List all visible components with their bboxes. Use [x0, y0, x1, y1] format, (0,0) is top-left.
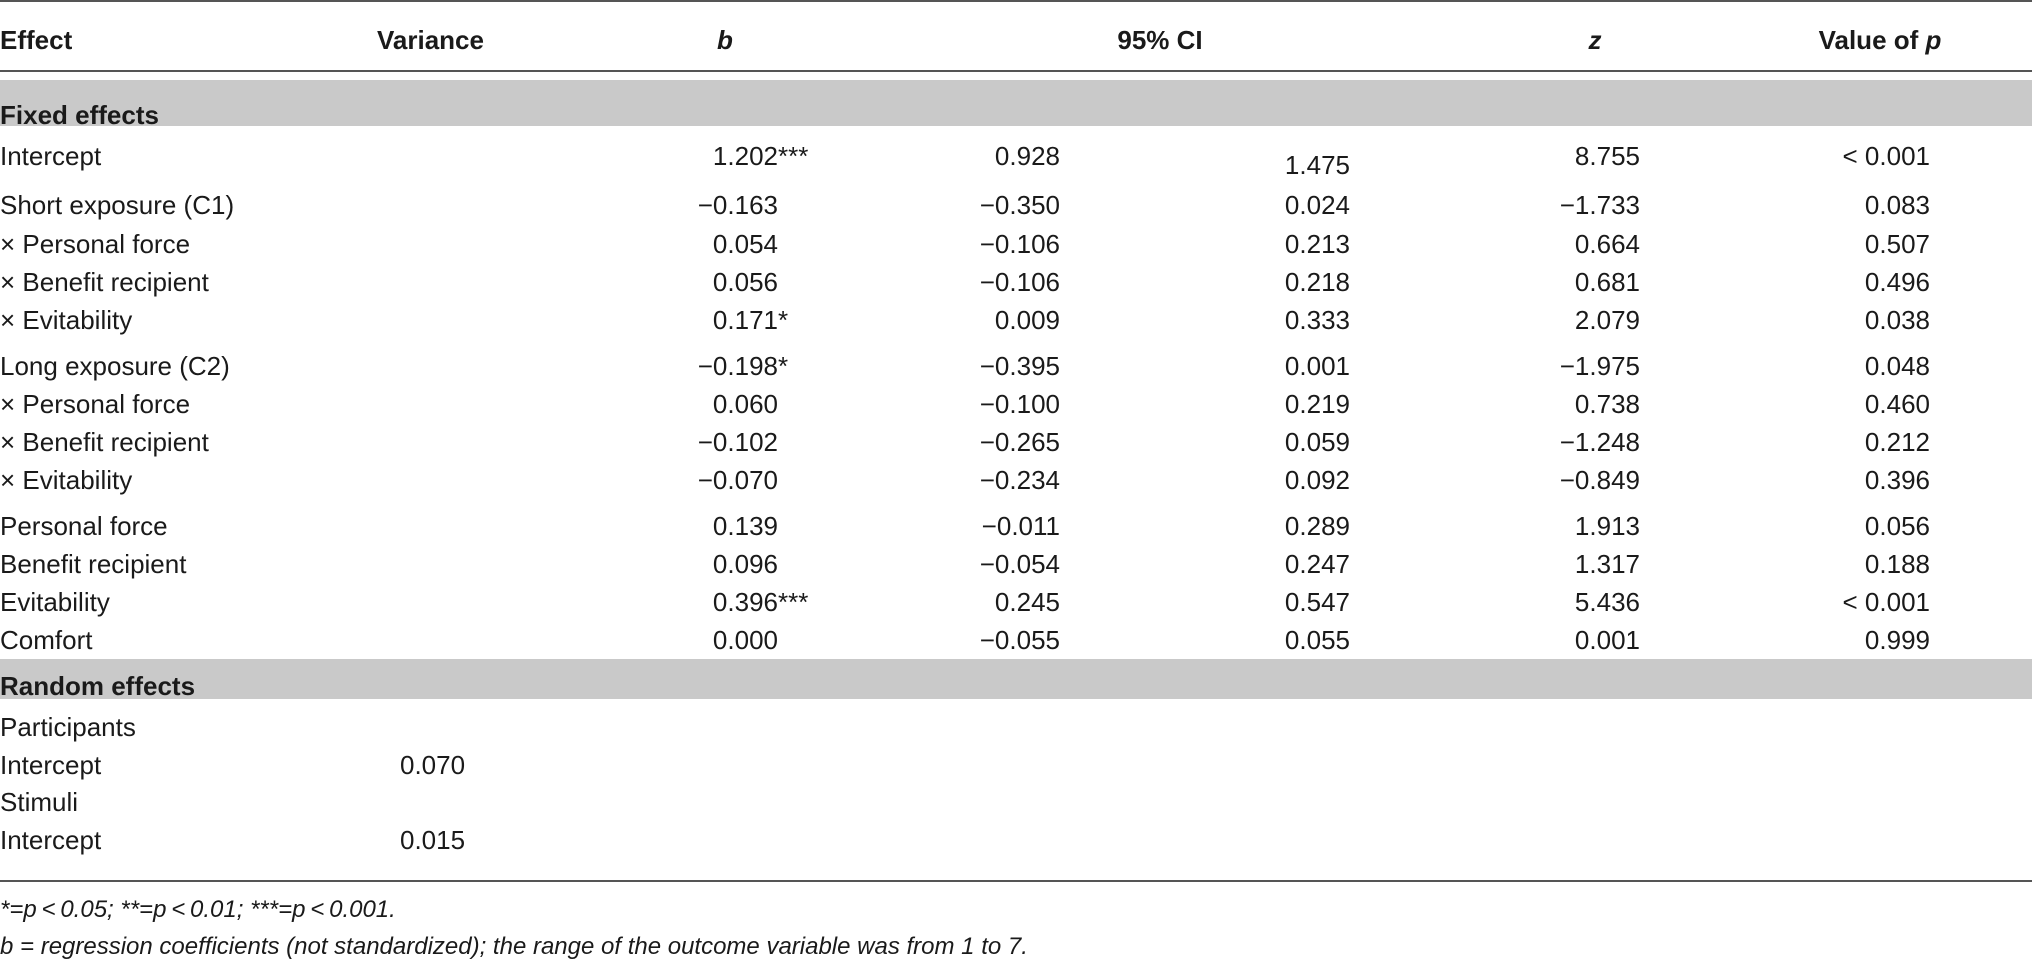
ci-lower-cell: −0.350	[979, 190, 1060, 220]
ci-lower-cell: −0.054	[979, 549, 1060, 579]
z-cell: 8.755	[1574, 141, 1640, 171]
effect-cell: Evitability	[0, 587, 110, 617]
header-ci: 95% CI	[1117, 25, 1203, 55]
p-value-cell: 0.083	[1864, 190, 1930, 220]
b-value: 0.139	[712, 511, 778, 541]
ci-lower-cell: 0.928	[994, 141, 1060, 171]
ci-upper-cell: 0.547	[1284, 587, 1350, 617]
header-rule	[0, 70, 2032, 72]
effect-cell: Intercept	[0, 750, 102, 780]
effect-cell: Intercept	[0, 825, 102, 855]
z-cell: 1.317	[1574, 549, 1640, 579]
z-cell: 1.913	[1574, 511, 1640, 541]
ci-upper-cell: 1.475	[1284, 150, 1350, 180]
ci-upper-cell: 0.213	[1284, 229, 1350, 259]
p-value-cell: 0.999	[1864, 625, 1930, 655]
z-cell: 2.079	[1574, 305, 1640, 335]
effect-cell: Stimuli	[0, 787, 79, 817]
b-value: 0.000	[712, 625, 778, 655]
significance-stars: *	[778, 351, 789, 381]
effect-cell: Short exposure (C1)	[0, 190, 235, 220]
effect-cell: × Evitability	[0, 465, 133, 495]
top-rule	[0, 0, 2032, 2]
ci-lower-cell: −0.106	[979, 229, 1060, 259]
p-value-cell: 0.507	[1864, 229, 1930, 259]
ci-upper-cell: 0.289	[1284, 511, 1350, 541]
effect-cell: Intercept	[0, 141, 102, 171]
z-cell: 5.436	[1574, 587, 1640, 617]
b-value: 0.056	[712, 267, 778, 297]
b-value: 0.060	[712, 389, 778, 419]
ci-upper-cell: 0.219	[1284, 389, 1350, 419]
b-value: −0.102	[697, 427, 778, 457]
effect-cell: Benefit recipient	[0, 549, 187, 579]
ci-upper-cell: 0.092	[1284, 465, 1350, 495]
coefficient-note: b = regression coefficients (not standardized); the range of the outcome variable was from 1 to 7.	[0, 933, 1028, 960]
ci-upper-cell: 0.055	[1284, 625, 1350, 655]
header-p: Value of p	[1818, 25, 1942, 55]
p-value-cell: 0.048	[1864, 351, 1930, 381]
effect-cell: × Evitability	[0, 305, 133, 335]
b-value: 0.096	[712, 549, 778, 579]
z-cell: 0.001	[1574, 625, 1640, 655]
z-cell: −1.975	[1559, 351, 1640, 381]
p-value-cell: 0.056	[1864, 511, 1930, 541]
b-value: 1.202	[712, 141, 778, 171]
z-cell: 0.738	[1574, 389, 1640, 419]
ci-lower-cell: −0.106	[979, 267, 1060, 297]
b-value: 0.054	[712, 229, 778, 259]
p-value-cell: 0.212	[1864, 427, 1930, 457]
significance-stars: ***	[778, 141, 809, 171]
section-random-effects: Random effects	[0, 671, 196, 701]
effect-cell: Long exposure (C2)	[0, 351, 230, 381]
b-value: −0.198	[697, 351, 778, 381]
effect-cell: Comfort	[0, 625, 93, 655]
effect-cell: × Benefit recipient	[0, 427, 209, 457]
effect-cell: Participants	[0, 712, 136, 742]
b-value: −0.070	[697, 465, 778, 495]
effect-cell: × Personal force	[0, 229, 191, 259]
effect-cell: × Personal force	[0, 389, 191, 419]
ci-lower-cell: −0.055	[979, 625, 1060, 655]
header-b: b	[717, 25, 733, 55]
ci-upper-cell: 0.059	[1284, 427, 1350, 457]
ci-lower-cell: 0.009	[994, 305, 1060, 335]
header-variance: Variance	[377, 25, 484, 55]
variance-cell: 0.070	[400, 750, 466, 780]
b-value: −0.163	[697, 190, 778, 220]
effect-cell: × Benefit recipient	[0, 267, 209, 297]
ci-lower-cell: −0.395	[979, 351, 1060, 381]
p-value-cell: 0.460	[1864, 389, 1930, 419]
ci-lower-cell: −0.234	[979, 465, 1060, 495]
b-value: 0.171	[712, 305, 778, 335]
p-value-cell: 0.038	[1864, 305, 1930, 335]
header-effect: Effect	[0, 25, 73, 55]
ci-upper-cell: 0.024	[1284, 190, 1350, 220]
fixed-effects-band	[0, 80, 2032, 126]
variance-cell: 0.015	[400, 825, 466, 855]
p-value-cell: < 0.001	[1842, 141, 1930, 171]
z-cell: 0.664	[1574, 229, 1640, 259]
significance-stars: ***	[778, 587, 809, 617]
ci-upper-cell: 0.001	[1284, 351, 1350, 381]
z-cell: 0.681	[1574, 267, 1640, 297]
ci-upper-cell: 0.218	[1284, 267, 1350, 297]
z-cell: −1.733	[1559, 190, 1640, 220]
p-value-cell: 0.396	[1864, 465, 1930, 495]
significance-note: *=p < 0.05; **=p < 0.01; ***=p < 0.001.	[0, 896, 396, 923]
ci-lower-cell: 0.245	[994, 587, 1060, 617]
ci-upper-cell: 0.333	[1284, 305, 1350, 335]
b-value: 0.396	[712, 587, 778, 617]
section-fixed-effects: Fixed effects	[0, 100, 159, 130]
p-value-cell: 0.188	[1864, 549, 1930, 579]
z-cell: −0.849	[1559, 465, 1640, 495]
p-value-cell: 0.496	[1864, 267, 1930, 297]
random-effects-band	[0, 659, 2032, 699]
ci-lower-cell: −0.100	[979, 389, 1060, 419]
bottom-rule	[0, 880, 2032, 882]
ci-lower-cell: −0.265	[979, 427, 1060, 457]
effect-cell: Personal force	[0, 511, 168, 541]
significance-stars: *	[778, 305, 789, 335]
header-z: z	[1588, 25, 1602, 55]
ci-upper-cell: 0.247	[1284, 549, 1350, 579]
z-cell: −1.248	[1559, 427, 1640, 457]
ci-lower-cell: −0.011	[981, 511, 1060, 541]
p-value-cell: < 0.001	[1842, 587, 1930, 617]
